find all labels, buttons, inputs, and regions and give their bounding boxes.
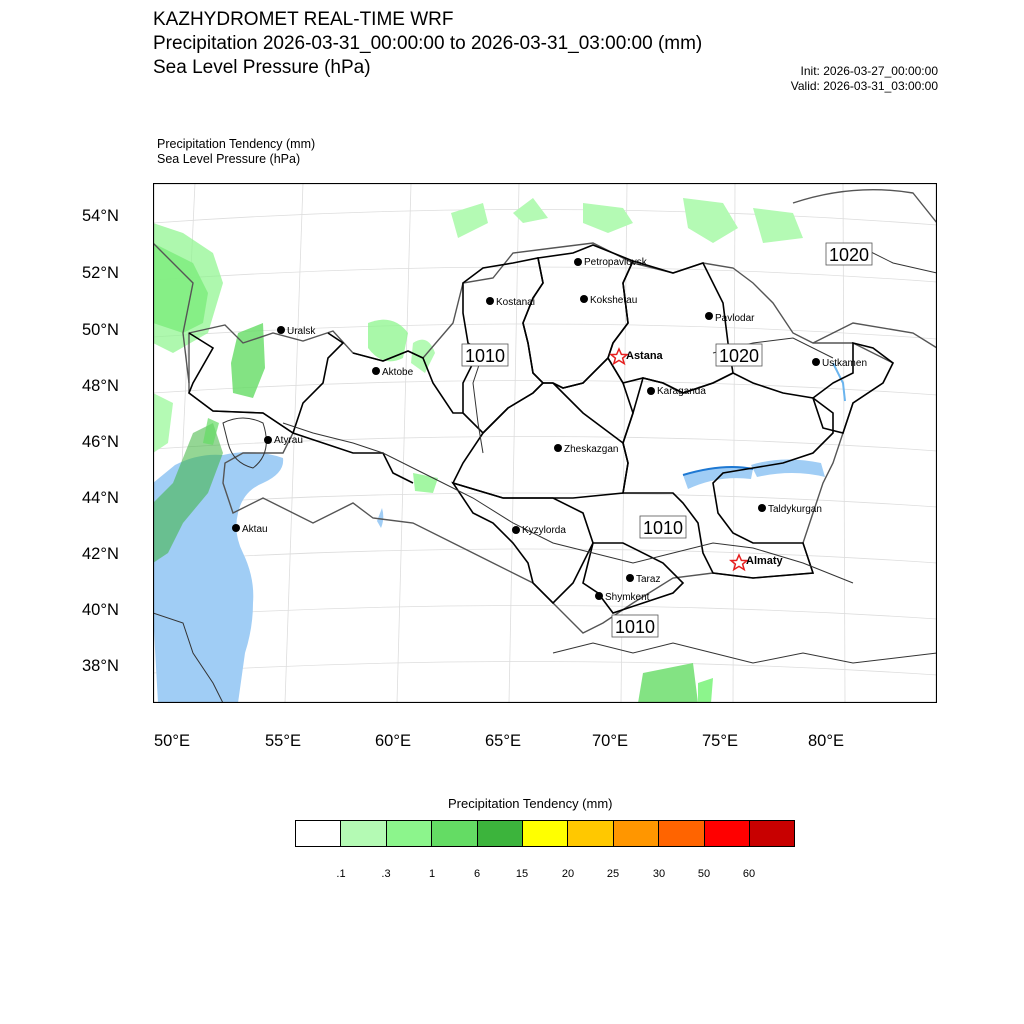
city-dot	[626, 574, 634, 582]
isobar-label: 1020	[718, 346, 760, 366]
colorbar-swatch	[613, 820, 659, 847]
colorbar-swatch	[658, 820, 704, 847]
city-dot	[758, 504, 766, 512]
lat-tick: 40°N	[82, 601, 119, 619]
city-label: Aktau	[242, 524, 268, 535]
colorbar-tick-label: .3	[381, 868, 391, 880]
city-label: Uralsk	[287, 326, 316, 337]
field-label-precip: Precipitation Tendency (mm)	[157, 137, 316, 151]
colorbar-swatch	[431, 820, 477, 847]
city-label: Aktobe	[382, 367, 414, 378]
colorbar-swatch	[704, 820, 750, 847]
city-label: Shymkent	[605, 592, 650, 603]
lon-tick: 60°E	[375, 732, 411, 750]
colorbar-tick-label: 1	[428, 868, 436, 880]
colorbar-swatch	[386, 820, 432, 847]
colorbar-swatch	[567, 820, 613, 847]
lat-tick: 52°N	[82, 264, 119, 282]
city-label: Karaganda	[657, 386, 706, 397]
lat-tick: 48°N	[82, 377, 119, 395]
init-time: Init: 2026-03-27_00:00:00	[800, 64, 938, 78]
colorbar-tick-label: 15	[515, 868, 529, 880]
colorbar-tick-label: 6	[473, 868, 481, 880]
city-label: Taraz	[636, 574, 661, 585]
isobar-label: 1010	[642, 518, 684, 538]
city-dot	[512, 526, 520, 534]
city-dot	[705, 312, 713, 320]
lat-tick: 50°N	[82, 321, 119, 339]
city-dot	[647, 387, 655, 395]
city-label-capital: Almaty	[746, 555, 783, 567]
city-dot	[812, 358, 820, 366]
lon-tick: 70°E	[592, 732, 628, 750]
city-label: Taldykurgan	[768, 504, 822, 515]
title-line-3: Sea Level Pressure (hPa)	[153, 57, 371, 78]
colorbar-swatch	[749, 820, 795, 847]
city-dot	[486, 297, 494, 305]
colorbar-swatch	[477, 820, 523, 847]
city-label: Petropavlovsk	[584, 257, 647, 268]
colorbar-tick-label: 50	[697, 868, 711, 880]
map-canvas	[153, 183, 937, 703]
isobar-label: 1020	[828, 245, 870, 265]
city-label: Atyrau	[274, 435, 303, 446]
lat-tick: 38°N	[82, 657, 119, 675]
isobar-label: 1010	[464, 346, 506, 366]
title-line-1: KAZHYDROMET REAL-TIME WRF	[153, 9, 454, 30]
city-dot	[372, 367, 380, 375]
lat-tick: 44°N	[82, 489, 119, 507]
map-panel	[153, 183, 937, 703]
city-label: Zheskazgan	[564, 444, 619, 455]
city-dot	[277, 326, 285, 334]
city-label-capital: Astana	[626, 350, 663, 362]
city-dot	[574, 258, 582, 266]
city-dot	[232, 524, 240, 532]
colorbar-swatch	[340, 820, 386, 847]
colorbar-tick-label: 20	[561, 868, 575, 880]
city-dot	[580, 295, 588, 303]
colorbar-swatch	[522, 820, 568, 847]
lat-tick: 54°N	[82, 207, 119, 225]
valid-time: Valid: 2026-03-31_03:00:00	[790, 79, 938, 93]
city-dot	[595, 592, 603, 600]
city-label: Pavlodar	[715, 313, 755, 324]
city-label: Kostanai	[496, 297, 535, 308]
colorbar-tick-label: 30	[652, 868, 666, 880]
lon-tick: 65°E	[485, 732, 521, 750]
colorbar-tick-label: 25	[606, 868, 620, 880]
city-dot	[554, 444, 562, 452]
title-line-2: Precipitation 2026-03-31_00:00:00 to 2026-03-31_03:00:00 (mm)	[153, 33, 703, 54]
city-label: Kokshetau	[590, 295, 638, 306]
isobar-label: 1010	[614, 617, 656, 637]
colorbar-tick-label: .1	[336, 868, 346, 880]
field-label-slp: Sea Level Pressure (hPa)	[157, 152, 301, 166]
lat-tick: 42°N	[82, 545, 119, 563]
city-label: Kyzylorda	[522, 525, 566, 536]
colorbar-tick-label: 60	[742, 868, 756, 880]
colorbar-swatch	[295, 820, 341, 847]
lon-tick: 80°E	[808, 732, 844, 750]
lat-tick: 46°N	[82, 433, 119, 451]
lon-tick: 75°E	[702, 732, 738, 750]
lon-tick: 55°E	[265, 732, 301, 750]
lon-tick: 50°E	[154, 732, 190, 750]
city-dot	[264, 436, 272, 444]
city-label: Ustkamen	[822, 358, 868, 369]
colorbar-title: Precipitation Tendency (mm)	[448, 796, 613, 811]
